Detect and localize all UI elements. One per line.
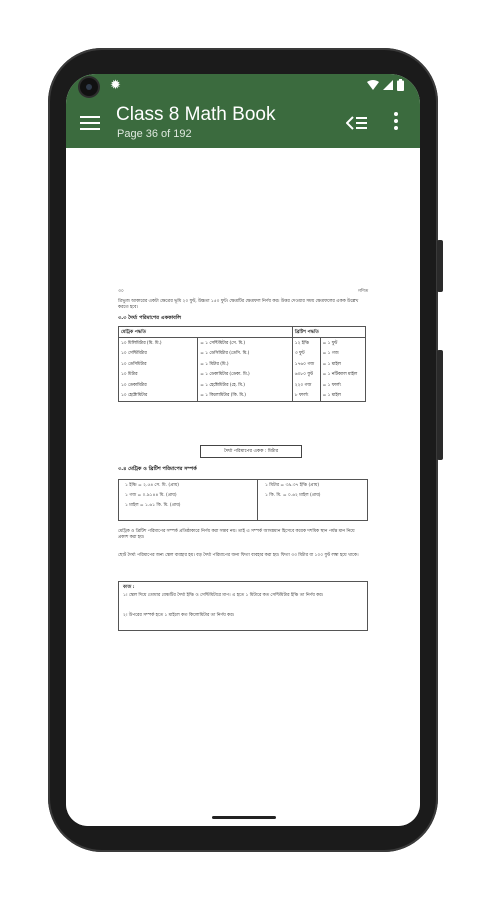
table-cell: ৩ ফুট — [292, 349, 320, 360]
volume-button — [437, 350, 443, 460]
conversion-item: ১ কি. মি. = ০.৬২ মাইল (প্রায়) — [265, 493, 321, 498]
gear-icon: ✹ — [110, 78, 121, 93]
table-cell: ১০ মিলিমিটার (মি. মি.) — [119, 338, 198, 349]
table-cell: ৬০৮০ ফুট — [292, 370, 320, 381]
conversion-item: ১ মিটার = ৩৯.৩৭ ইঞ্চি (প্রায়) — [265, 483, 320, 488]
work-item: ২। উপরের সম্পর্ক হতে ১ মাইলে কত কিলোমিটার তা নির্ণয় কর। — [123, 613, 235, 618]
status-bar — [66, 74, 420, 100]
paragraph-measuring-tools: ছোট দৈর্ঘ্য পরিমাপের জন্য স্কেল ব্যবহার হয়। বড় দৈর্ঘ্য পরিমাপের জন্য ফিতা ব্যবহার করা হয়। ফিতা ৩৩ মিটার বা ১০০ ফুট লম্বা হয়ে থাকে। — [118, 553, 359, 558]
signal-icon — [383, 80, 393, 90]
table-cell: ১৭৬০ গজ — [292, 359, 320, 370]
table-of-contents-icon[interactable] — [346, 115, 368, 131]
table-cell: = ১ ফুট — [320, 338, 365, 349]
work-item: ১। স্কেল দিয়ে তোমার বেঞ্চটির দৈর্ঘ্য ইঞ্চি ও সেন্টিমিটারে মাপ। এ হতে ১ মিটারে কত সেন্টিমিটার ইঞ্চি তা নির্ণয় কর। — [123, 593, 324, 598]
gesture-nav-bar[interactable] — [212, 816, 276, 819]
conversion-list-right — [265, 483, 321, 503]
book-page — [116, 289, 370, 659]
table-cell: = ১ গজ — [320, 349, 365, 360]
table-row — [119, 338, 366, 349]
section-title-conversion: ৩.৪ মেট্রিক ও ব্রিটিশ পরিমাপের সম্পর্ক — [118, 466, 197, 472]
table-cell: ১০ ডেকামিটার — [119, 380, 198, 391]
paragraph-approximation: মেট্রিক ও ব্রিটিশ পরিমাপের সম্পর্ক প্রতিষ্ঠাকারে নির্ণয় করা সম্ভব নয়। তাই এ সম্পর্ক আসন্নমান হিসেবে কয়েক দশমিক স্থান পর্যন্ত মান নিয়ে প্রকাশ করা হয়। — [118, 529, 355, 540]
work-box — [118, 581, 368, 631]
page-indicator: Page 36 of 192 — [117, 128, 192, 140]
units-table — [118, 326, 366, 402]
unit-caption-box: দৈর্ঘ্য পরিমাপের একক : মিটার — [200, 445, 302, 458]
table-cell: = ১ ডেসিমিটার (ডেসি. মি.) — [198, 349, 293, 360]
table-row — [119, 380, 366, 391]
table-cell: ১০ মিটার — [119, 370, 198, 381]
pdf-viewer[interactable] — [66, 148, 420, 826]
table-cell: ১০ হেক্টোমিটার — [119, 391, 198, 402]
table-cell: ১০ সেন্টিমিটার — [119, 349, 198, 360]
app-title: Class 8 Math Book — [116, 104, 276, 125]
table-cell: = ১ মাইল — [320, 391, 365, 402]
table-header-metric: মেট্রিক পদ্ধতি — [119, 327, 293, 338]
table-cell: ১২ ইঞ্চি — [292, 338, 320, 349]
conversion-list-left — [125, 483, 181, 513]
table-cell: = ১ নটিক্যাল মাইল — [320, 370, 365, 381]
page-number: ৩০ — [118, 289, 124, 294]
conversion-item: ১ মাইল = ১.৬১ কি. মি. (প্রায়) — [125, 503, 181, 508]
table-cell: ৮ ফার্লং — [292, 391, 320, 402]
table-cell: = ১ ডেকামিটার (ডেকা. মি.) — [198, 370, 293, 381]
section-title-units: ৩.৩ দৈর্ঘ্য পরিমাপের এককাবলি — [118, 315, 181, 321]
more-vertical-icon[interactable] — [394, 112, 398, 133]
camera-cutout — [80, 78, 98, 96]
table-cell: ২২০ গজ — [292, 380, 320, 391]
table-cell: ১০ ডেসিমিটার — [119, 359, 198, 370]
table-row — [119, 370, 366, 381]
app-bar — [66, 100, 420, 148]
table-row — [119, 391, 366, 402]
table-cell: = ১ মিটার (মি.) — [198, 359, 293, 370]
hamburger-menu-icon[interactable] — [80, 116, 100, 132]
battery-icon — [397, 79, 404, 91]
conversion-item: ১ গজ = ০.৯১৪৪ মি. (প্রায়) — [125, 493, 177, 498]
conversion-box — [118, 479, 368, 521]
work-title: কাজ : — [123, 585, 135, 590]
table-row — [119, 349, 366, 360]
screen — [66, 74, 420, 826]
status-icons — [367, 79, 404, 91]
table-cell: = ১ সেন্টিমিটার (সে. মি.) — [198, 338, 293, 349]
conversion-item: ১ ইঞ্চি = ২.৫৪ সে. মি. (প্রায়) — [125, 483, 179, 488]
table-cell: = ১ ফার্লং — [320, 380, 365, 391]
divider — [257, 480, 258, 520]
running-head: গণিত — [357, 289, 368, 294]
power-button — [437, 240, 443, 292]
table-cell: = ১ হেক্টোমিটার (হে. মি.) — [198, 380, 293, 391]
page-header — [118, 289, 368, 295]
table-row — [119, 359, 366, 370]
table-cell: = ১ মাইল — [320, 359, 365, 370]
table-cell: = ১ কিলোমিটার (কি. মি.) — [198, 391, 293, 402]
intro-paragraph: ত্রিভুজ আকারের একটা ক্ষেত্রের ভূমি ২০ ফুট, উচ্চতা ১৫০ ফুট। ক্ষেত্রটির ক্ষেত্রফল নির্ণয় কর। উত্তর দেওয়ার সময় ক্ষেত্রফলের একক উল্লেখ করতে হবে। — [118, 299, 359, 310]
wifi-icon — [367, 80, 379, 90]
table-header-british: ব্রিটিশ পদ্ধতি — [292, 327, 365, 338]
